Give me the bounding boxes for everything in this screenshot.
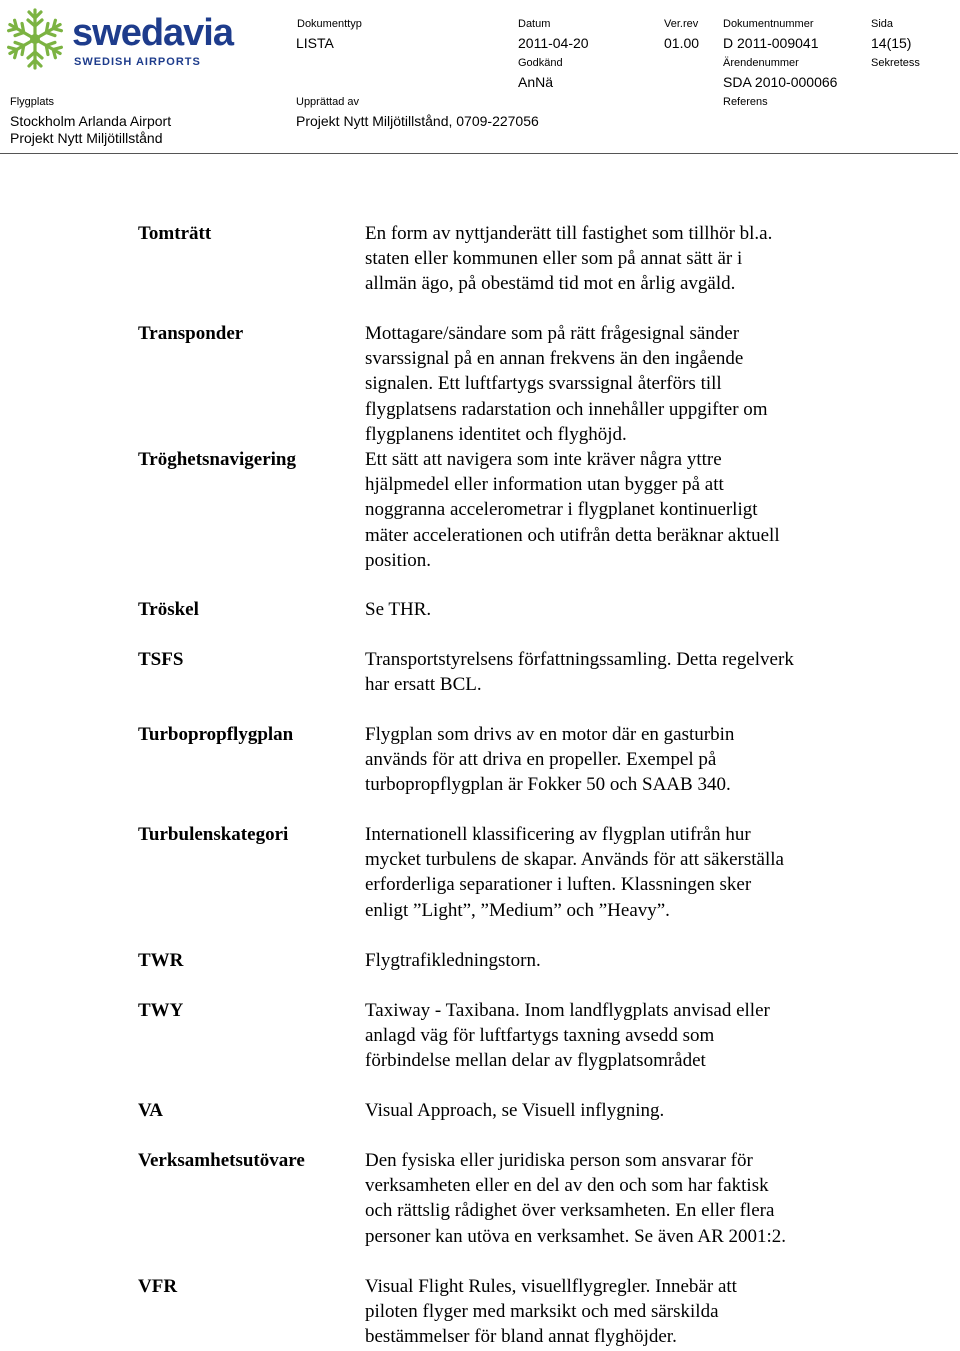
header-divider xyxy=(0,153,958,154)
term: TWR xyxy=(138,950,184,971)
definition xyxy=(365,722,865,798)
definition-line: bestämmelser för bland annat flyghöjder. xyxy=(365,1326,677,1348)
definition-line: Internationell klassificering av flygplan utifrån hur xyxy=(365,824,751,845)
definition-line: Flygplan som drivs av en motor där en gasturbin xyxy=(365,724,735,745)
term: Tröghetsnavigering xyxy=(138,449,296,470)
definition-line: Taxiway - Taxibana. Inom landflygplats anvisad eller xyxy=(365,1000,770,1021)
arendenummer-label: Ärendenummer xyxy=(723,57,799,69)
term: Transponder xyxy=(138,323,244,344)
dokumentnummer-value: D 2011-009041 xyxy=(723,35,819,51)
datum-label: Datum xyxy=(518,18,551,30)
dokumenttyp-value: LISTA xyxy=(296,35,334,51)
definition xyxy=(365,1148,865,1249)
definition-line: allmän ägo, på obestämd tid mot en årlig avgäld. xyxy=(365,273,736,295)
definition-line: Flygtrafikledningstorn. xyxy=(365,950,541,971)
arendenummer-value: SDA 2010-000066 xyxy=(723,74,838,90)
term: Verksamhetsutövare xyxy=(138,1150,305,1171)
definition-line: noggranna accelerometrar i flygplanet kontinuerligt xyxy=(365,499,758,521)
term: VFR xyxy=(138,1276,178,1297)
definition-line: position. xyxy=(365,549,431,571)
definition-line: används för att driva en propeller. Exempel på xyxy=(365,749,717,771)
term: TWY xyxy=(138,1000,184,1021)
flygplats-value: Stockholm Arlanda Airport xyxy=(10,113,172,129)
definition-line: Visual Flight Rules, visuellflygregler. Innebär att xyxy=(365,1276,737,1297)
godkand-value: AnNä xyxy=(518,74,554,90)
definition xyxy=(365,998,865,1074)
definition-line: Den fysiska eller juridiska person som ansvarar för xyxy=(365,1150,753,1171)
definition xyxy=(365,597,865,622)
definition xyxy=(365,1274,865,1350)
dokumenttyp-label: Dokumenttyp xyxy=(297,18,362,30)
definition xyxy=(365,221,865,297)
referens-label: Referens xyxy=(723,96,768,108)
sida-value: 14(15) xyxy=(871,35,912,51)
godkand-label: Godkänd xyxy=(518,57,563,69)
definition-line: Visual Approach, se Visuell inflygning. xyxy=(365,1100,665,1121)
term: VA xyxy=(138,1100,163,1121)
dokumentnummer-label: Dokumentnummer xyxy=(723,18,814,30)
definition-line: staten eller kommunen eller som på annat sätt är i xyxy=(365,248,743,270)
term: Turbopropflygplan xyxy=(138,724,294,745)
definition-line: flygplatsens radarstation och innehåller uppgifter om xyxy=(365,398,768,420)
definition-line: Mottagare/sändare som på rätt frågesignal sänder xyxy=(365,323,740,344)
definition xyxy=(365,1098,865,1123)
term: TSFS xyxy=(138,649,184,670)
term: Tomträtt xyxy=(138,223,212,244)
definition-line: turbopropflygplan är Fokker 50 och SAAB 340. xyxy=(365,774,731,796)
definition-line: Transportstyrelsens författningssamling. Detta regelverk xyxy=(365,649,794,670)
term: Tröskel xyxy=(138,599,199,620)
definition-line: mycket turbulens de skapar. Används för att säkerställa xyxy=(365,849,784,871)
definition-line: erforderliga separationer i luften. Klassningen sker xyxy=(365,874,752,896)
definition-line: förbindelse mellan delar av flygplatsområdet xyxy=(365,1050,706,1072)
definition-line: hjälpmedel eller information utan bygger på att xyxy=(365,474,724,496)
definition xyxy=(365,447,865,573)
definition-line: svarssignal på en annan frekvens än den ingående xyxy=(365,348,744,370)
verrev-value: 01.00 xyxy=(664,35,700,51)
definition-line: har ersatt BCL. xyxy=(365,674,482,696)
flygplats-label: Flygplats xyxy=(10,96,55,108)
definition-line: signalen. Ett luftfartygs svarssignal återförs till xyxy=(365,373,722,395)
definition-line: mäter accelerationen och utifrån detta beräknar aktuell xyxy=(365,524,780,546)
sekretess-label: Sekretess xyxy=(871,57,920,69)
snowflake-icon xyxy=(2,6,68,72)
upprattad-label: Upprättad av xyxy=(296,96,359,108)
verrev-label: Ver.rev xyxy=(664,18,699,30)
definition xyxy=(365,647,865,697)
definition-line: Se THR. xyxy=(365,599,432,620)
definition-line: En form av nyttjanderätt till fastighet som tillhör bl.a. xyxy=(365,223,773,244)
sida-label: Sida xyxy=(871,18,894,30)
definition xyxy=(365,948,865,973)
definition-line: personer kan utöva en verksamhet. Se även AR 2001:2. xyxy=(365,1225,787,1247)
swedavia-logo xyxy=(0,4,232,76)
brand-name: swedavia xyxy=(72,12,233,54)
datum-value: 2011-04-20 xyxy=(518,35,589,51)
definition-line: verksamheten eller en del av den och som har faktisk xyxy=(365,1175,769,1197)
definition-line: piloten flyger med marksikt och med särskilda xyxy=(365,1301,719,1323)
definition-line: Ett sätt att navigera som inte kräver några yttre xyxy=(365,449,722,470)
definition xyxy=(365,321,865,447)
brand-tagline: SWEDISH AIRPORTS xyxy=(74,56,201,68)
definition xyxy=(365,822,865,923)
definition-line: enligt ”Light”, ”Medium” och ”Heavy”. xyxy=(365,899,670,921)
definition-line: och rättslig rådighet över verksamheten. En eller flera xyxy=(365,1200,775,1222)
upprattad-value: Projekt Nytt Miljötillstånd, 0709-227056 xyxy=(296,113,539,129)
projekt-value: Projekt Nytt Miljötillstånd xyxy=(10,130,163,146)
definition-line: flygplanens identitet och flyghöjd. xyxy=(365,423,627,445)
definition-line: anlagd väg för luftfartygs taxning avsedd som xyxy=(365,1025,715,1047)
term: Turbulenskategori xyxy=(138,824,289,845)
